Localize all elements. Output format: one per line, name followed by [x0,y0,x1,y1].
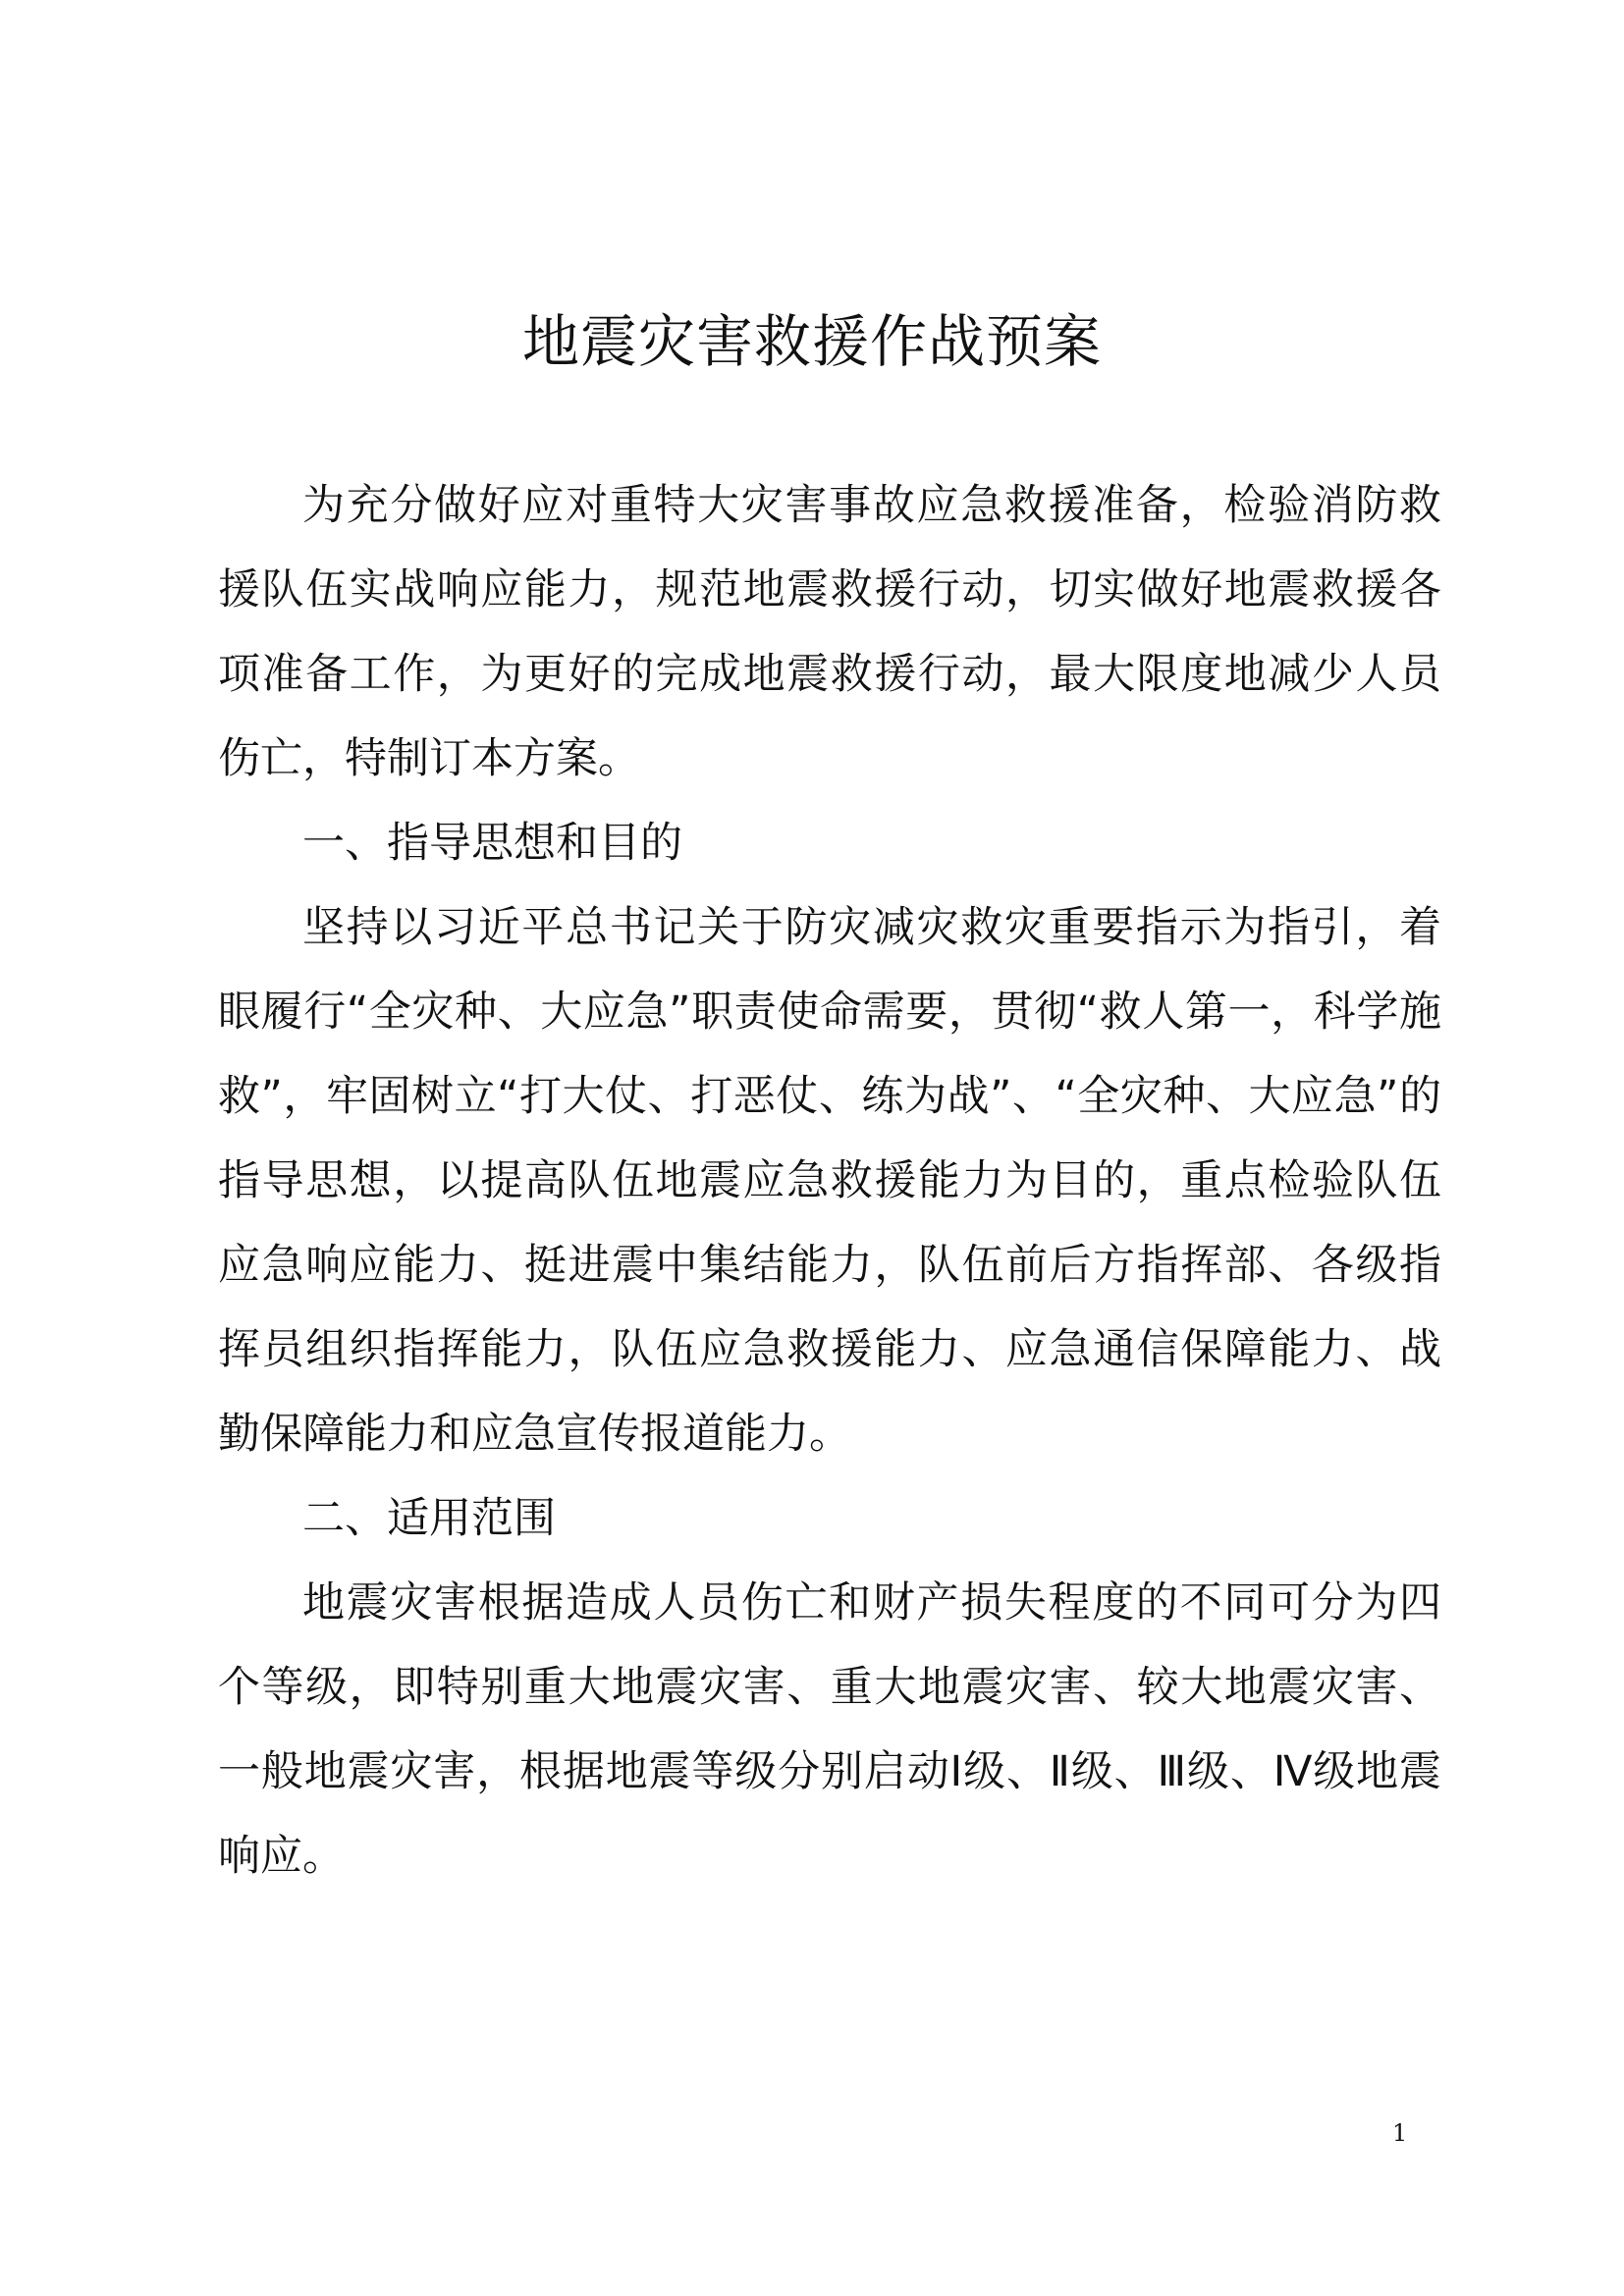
page-number: 1 [1392,2119,1408,2147]
section-paragraph-scope: 地震灾害根据造成人员伤亡和财产损失程度的不同可分为四个等级，即特别重大地震灾害、重大地震灾害、较大地震灾害、一般地震灾害，根据地震等级分别启动Ⅰ级、Ⅱ级、Ⅲ级、Ⅳ级地震响应。 [218,1578,1441,1881]
section-heading-guiding-principles: 一、指导思想和目的 [302,819,682,868]
section-heading-scope: 二、适用范围 [302,1494,556,1543]
document-title: 地震灾害救援作战预案 [521,308,1102,375]
section-paragraph-guiding-principles: 坚持以习近平总书记关于防灾减灾救灾重要指示为指引，着眼履行“全灾种、大应急”职责使命需要，贯彻“救人第一，科学施救”，牢固树立“打大仗、打恶仗、练为战”、“全灾种、大应急”的指导思想，以提高队伍地震应急救援能力为目的，重点检验队伍应急响应能力、挺进震中集结能力，队伍前后方指挥部、各级指挥员组织指挥能力，队伍应急救援能力、应急通信保障能力、战勤保障能力和应急宣传报道能力。 [218,903,1441,1459]
document-body [218,463,1441,1898]
intro-paragraph: 为充分做好应对重特大灾害事故应急救援准备，检验消防救援队伍实战响应能力，规范地震救援行动，切实做好地震救援各项准备工作，为更好的完成地震救援行动，最大限度地减少人员伤亡，特制订本方案。 [218,481,1441,783]
